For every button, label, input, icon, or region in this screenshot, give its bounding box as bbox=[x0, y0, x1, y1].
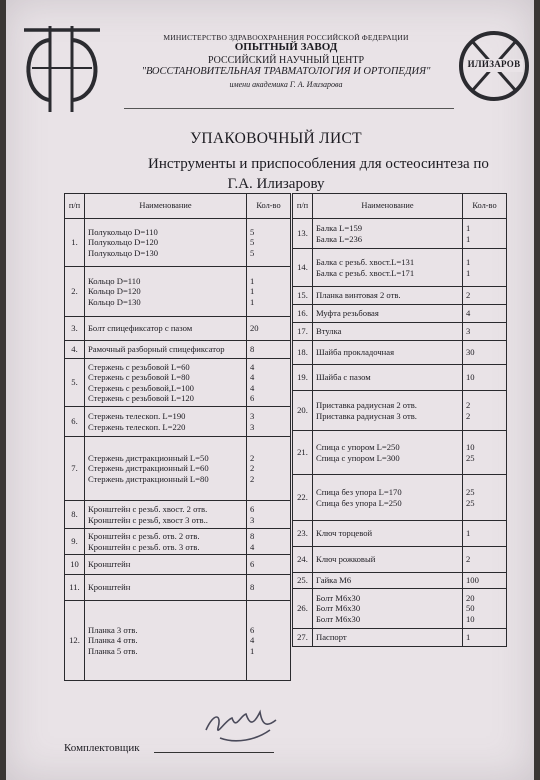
item-qty-cell bbox=[247, 555, 291, 575]
item-number: 7. bbox=[65, 437, 85, 501]
ilizarov-circle-logo bbox=[456, 28, 532, 104]
handwritten-signature bbox=[196, 700, 286, 750]
item-qty-cell bbox=[463, 219, 507, 249]
item-name: Стержень дистракционный L=50 bbox=[88, 453, 209, 464]
item-qty: 4 bbox=[250, 372, 255, 383]
item-qty: 1 bbox=[250, 286, 255, 297]
col-qty-header: Кол-во bbox=[247, 194, 291, 219]
item-qty: 20 bbox=[250, 323, 259, 334]
item-qty: 25 bbox=[466, 452, 475, 463]
packing-list-sheet bbox=[6, 0, 534, 780]
table-row bbox=[293, 589, 507, 629]
item-qty-cell bbox=[463, 323, 507, 341]
item-qty-cell bbox=[247, 437, 291, 501]
table-row bbox=[65, 501, 291, 529]
item-names-cell bbox=[313, 323, 463, 341]
item-qty-cell bbox=[463, 573, 507, 589]
ministry-line: МИНИСТЕРСТВО ЗДРАВООХРАНЕНИЯ РОССИЙСКОЙ ФЕДЕРАЦИИ bbox=[163, 33, 409, 42]
item-qty: 2 bbox=[250, 453, 255, 464]
table-row bbox=[65, 317, 291, 341]
item-name: Кольцо D=130 bbox=[88, 296, 141, 307]
item-name: Болт М6х30 bbox=[316, 613, 361, 624]
item-name: Шайба с пазом bbox=[316, 372, 371, 383]
item-qty: 100 bbox=[466, 575, 479, 586]
item-name: Кронштейн с резьб. хвост. 2 отв. bbox=[88, 504, 208, 515]
item-number: 11. bbox=[65, 575, 85, 601]
item-qty: 4 bbox=[250, 541, 255, 552]
item-name: Муфта резьбовая bbox=[316, 308, 379, 319]
item-name: Кольцо D=120 bbox=[88, 286, 141, 297]
table-row bbox=[293, 391, 507, 431]
item-qty-cell bbox=[247, 407, 291, 437]
item-name: Балка L=236 bbox=[316, 233, 363, 244]
item-number: 2. bbox=[65, 267, 85, 317]
item-qty: 1 bbox=[466, 233, 471, 244]
table-row bbox=[65, 555, 291, 575]
item-number: 5. bbox=[65, 359, 85, 407]
item-qty: 25 bbox=[466, 487, 475, 498]
item-name: Приставка радиусная 3 отв. bbox=[316, 410, 417, 421]
item-qty-cell bbox=[247, 341, 291, 359]
item-qty-cell bbox=[247, 267, 291, 317]
item-number: 18. bbox=[293, 341, 313, 365]
item-names-cell bbox=[313, 547, 463, 573]
item-qty-cell bbox=[463, 365, 507, 391]
item-qty: 1 bbox=[466, 257, 471, 268]
item-qty: 1 bbox=[250, 276, 255, 287]
item-number: 19. bbox=[293, 365, 313, 391]
item-names-cell bbox=[85, 407, 247, 437]
item-names-cell bbox=[313, 573, 463, 589]
table-row bbox=[293, 573, 507, 589]
table-row bbox=[293, 341, 507, 365]
item-number: 6. bbox=[65, 407, 85, 437]
center-line: РОССИЙСКИЙ НАУЧНЫЙ ЦЕНТР bbox=[207, 55, 365, 66]
item-name: Стержень с резьбовой L=120 bbox=[88, 392, 194, 403]
item-qty-cell bbox=[463, 391, 507, 431]
item-number: 20. bbox=[293, 391, 313, 431]
item-qty: 10 bbox=[466, 442, 475, 453]
item-qty-cell bbox=[247, 575, 291, 601]
table-row bbox=[65, 359, 291, 407]
item-number: 12. bbox=[65, 601, 85, 681]
institute-line: "ВОССТАНОВИТЕЛЬНАЯ ТРАВМАТОЛОГИЯ И ОРТОПЕДИЯ" bbox=[141, 66, 431, 77]
col-name-header: Наименование bbox=[85, 194, 247, 219]
item-names-cell bbox=[85, 341, 247, 359]
item-name: Планка винтовая 2 отв. bbox=[316, 290, 401, 301]
item-qty: 4 bbox=[466, 308, 471, 319]
item-number: 9. bbox=[65, 529, 85, 555]
item-name: Планка 4 отв. bbox=[88, 635, 138, 646]
assembler-label: Комплектовщик bbox=[64, 742, 140, 754]
item-name: Втулка bbox=[316, 326, 342, 337]
item-qty: 2 bbox=[466, 410, 471, 421]
item-qty: 1 bbox=[250, 296, 255, 307]
item-number: 4. bbox=[65, 341, 85, 359]
col-num-header: п/п bbox=[65, 194, 85, 219]
item-names-cell bbox=[313, 431, 463, 475]
item-qty-cell bbox=[463, 305, 507, 323]
item-name: Болт спицефиксатор с пазом bbox=[88, 323, 193, 334]
item-qty: 1 bbox=[466, 223, 471, 234]
item-names-cell bbox=[313, 629, 463, 647]
item-qty-cell bbox=[247, 359, 291, 407]
item-qty-cell bbox=[463, 341, 507, 365]
item-names-cell bbox=[313, 305, 463, 323]
document-subtitle-author: Г.А. Илизарову bbox=[227, 176, 325, 192]
item-name: Стержень дистракционный L=80 bbox=[88, 473, 209, 484]
table-row bbox=[293, 249, 507, 287]
item-qty: 2 bbox=[250, 473, 255, 484]
item-qty: 5 bbox=[250, 247, 255, 258]
item-name: Стержень с резьбовой L=80 bbox=[88, 372, 190, 383]
signature-line bbox=[154, 752, 274, 753]
table-row bbox=[65, 407, 291, 437]
item-qty: 10 bbox=[466, 613, 475, 624]
item-name: Гайка М6 bbox=[316, 575, 352, 586]
item-qty-cell bbox=[463, 547, 507, 573]
item-qty: 6 bbox=[250, 392, 255, 403]
item-name: Кронштейн bbox=[88, 559, 131, 570]
item-names-cell bbox=[313, 249, 463, 287]
item-name: Полукольцо D=110 bbox=[88, 227, 158, 238]
item-name: Кронштейн с резьб. отв. 2 отв. bbox=[88, 531, 200, 542]
item-qty: 1 bbox=[250, 645, 255, 656]
item-name: Балка L=159 bbox=[316, 223, 363, 234]
item-name: Стержень с резьбовой,L=100 bbox=[88, 382, 194, 393]
item-qty: 8 bbox=[250, 531, 255, 542]
item-qty: 3 bbox=[466, 326, 471, 337]
item-names-cell bbox=[85, 267, 247, 317]
item-qty: 4 bbox=[250, 635, 255, 646]
item-qty-cell bbox=[247, 317, 291, 341]
item-qty: 2 bbox=[466, 400, 471, 411]
item-names-cell bbox=[313, 475, 463, 521]
item-number: 21. bbox=[293, 431, 313, 475]
item-qty: 4 bbox=[250, 382, 255, 393]
document-subtitle: Инструменты и приспособления для остеосинтеза по bbox=[148, 156, 489, 172]
item-qty: 8 bbox=[250, 344, 255, 355]
item-qty-cell bbox=[463, 589, 507, 629]
table-row bbox=[293, 547, 507, 573]
table-row bbox=[65, 437, 291, 501]
item-qty: 1 bbox=[466, 267, 471, 278]
item-names-cell bbox=[85, 555, 247, 575]
col-num-header: п/п bbox=[293, 194, 313, 219]
item-names-cell bbox=[313, 589, 463, 629]
table-row bbox=[293, 475, 507, 521]
item-names-cell bbox=[85, 359, 247, 407]
item-name: Спица без упора L=170 bbox=[316, 487, 402, 498]
item-names-cell bbox=[85, 219, 247, 267]
item-qty: 50 bbox=[466, 603, 475, 614]
item-number: 10 bbox=[65, 555, 85, 575]
item-name: Кольцо D=110 bbox=[88, 276, 141, 287]
item-number: 1. bbox=[65, 219, 85, 267]
item-name: Спица с упором L=250 bbox=[316, 442, 400, 453]
table-row bbox=[65, 219, 291, 267]
item-number: 22. bbox=[293, 475, 313, 521]
table-row bbox=[293, 219, 507, 249]
item-names-cell bbox=[313, 521, 463, 547]
item-name: Рамочный разборный спицефиксатор bbox=[88, 344, 225, 355]
item-names-cell bbox=[313, 365, 463, 391]
item-name: Шайба прокладочная bbox=[316, 347, 395, 358]
item-name: Полукольцо D=120 bbox=[88, 237, 159, 248]
item-names-cell bbox=[85, 501, 247, 529]
item-name: Паспорт bbox=[316, 632, 347, 643]
item-name: Спица с упором L=300 bbox=[316, 452, 400, 463]
item-qty: 1 bbox=[466, 632, 471, 643]
item-qty-cell bbox=[463, 249, 507, 287]
item-name: Стержень дистракционный L=60 bbox=[88, 463, 209, 474]
factory-line: ОПЫТНЫЙ ЗАВОД bbox=[234, 41, 338, 53]
item-qty-cell bbox=[463, 629, 507, 647]
item-names-cell bbox=[85, 437, 247, 501]
items-table-left bbox=[64, 193, 291, 681]
item-number: 14. bbox=[293, 249, 313, 287]
ilizarov-apparatus-logo-icon bbox=[20, 22, 104, 114]
item-qty: 3 bbox=[250, 421, 255, 432]
item-qty: 25 bbox=[466, 497, 475, 508]
item-names-cell bbox=[313, 219, 463, 249]
item-qty: 20 bbox=[466, 593, 475, 604]
item-qty: 5 bbox=[250, 227, 255, 238]
item-name: Приставка радиусная 2 отв. bbox=[316, 400, 417, 411]
item-name: Полукольцо D=130 bbox=[88, 247, 159, 258]
table-row bbox=[293, 305, 507, 323]
item-qty-cell bbox=[247, 219, 291, 267]
items-table-left-body bbox=[65, 219, 291, 681]
item-names-cell bbox=[85, 529, 247, 555]
table-row bbox=[65, 575, 291, 601]
item-name: Планка 5 отв. bbox=[88, 645, 138, 656]
items-table-right bbox=[292, 193, 507, 647]
item-qty-cell bbox=[463, 475, 507, 521]
item-name: Планка 3 отв. bbox=[88, 625, 138, 636]
item-qty: 30 bbox=[466, 347, 475, 358]
table-row bbox=[65, 529, 291, 555]
item-number: 16. bbox=[293, 305, 313, 323]
item-number: 23. bbox=[293, 521, 313, 547]
item-qty: 10 bbox=[466, 372, 475, 383]
item-names-cell bbox=[85, 601, 247, 681]
item-name: Стержень с резьбовой L=60 bbox=[88, 361, 190, 372]
item-qty: 6 bbox=[250, 504, 255, 515]
item-name: Ключ рожковый bbox=[316, 554, 376, 565]
header-divider bbox=[124, 108, 454, 109]
item-qty: 3 bbox=[250, 514, 255, 525]
table-row bbox=[65, 267, 291, 317]
table-header-row bbox=[65, 194, 291, 219]
item-qty: 3 bbox=[250, 411, 255, 422]
item-number: 8. bbox=[65, 501, 85, 529]
item-name: Болт М6х30 bbox=[316, 593, 361, 604]
item-names-cell bbox=[313, 341, 463, 365]
item-number: 17. bbox=[293, 323, 313, 341]
item-number: 24. bbox=[293, 547, 313, 573]
table-header-row bbox=[293, 194, 507, 219]
item-names-cell bbox=[313, 287, 463, 305]
item-name: Стержень телескоп. L=190 bbox=[88, 411, 186, 422]
item-name: Спица без упора L=250 bbox=[316, 497, 402, 508]
table-row bbox=[293, 629, 507, 647]
item-number: 27. bbox=[293, 629, 313, 647]
table-row bbox=[293, 323, 507, 341]
item-qty: 2 bbox=[250, 463, 255, 474]
item-number: 26. bbox=[293, 589, 313, 629]
item-qty-cell bbox=[247, 601, 291, 681]
item-qty: 8 bbox=[250, 582, 255, 593]
item-qty: 1 bbox=[466, 528, 471, 539]
item-names-cell bbox=[313, 391, 463, 431]
item-name: Балка с резьб. хвост.L=171 bbox=[316, 267, 415, 278]
item-name: Стержень телескоп. L=220 bbox=[88, 421, 186, 432]
table-row bbox=[293, 287, 507, 305]
item-name: Кронштейн с резьб, хвост 3 отв.. bbox=[88, 514, 208, 525]
item-qty-cell bbox=[463, 287, 507, 305]
table-row bbox=[293, 431, 507, 475]
item-name: Кронштейн с резьб. отв. 3 отв. bbox=[88, 541, 200, 552]
logo-right-text: ИЛИЗАРОВ bbox=[467, 59, 521, 69]
document-title: УПАКОВОЧНЫЙ ЛИСТ bbox=[190, 130, 362, 147]
item-name: Ключ торцевой bbox=[316, 528, 373, 539]
item-number: 3. bbox=[65, 317, 85, 341]
item-qty-cell bbox=[247, 529, 291, 555]
table-row bbox=[293, 521, 507, 547]
table-row bbox=[65, 341, 291, 359]
item-name: Балка с резьб. хвост.L=131 bbox=[316, 257, 415, 268]
col-name-header: Наименование bbox=[313, 194, 463, 219]
item-qty-cell bbox=[463, 431, 507, 475]
item-qty: 4 bbox=[250, 361, 255, 372]
item-qty: 6 bbox=[250, 625, 255, 636]
items-table-right-body bbox=[293, 219, 507, 647]
table-row bbox=[293, 365, 507, 391]
item-qty: 5 bbox=[250, 237, 255, 248]
named-after-line: имени академика Г. А. Илизарова bbox=[229, 80, 343, 89]
col-qty-header: Кол-во bbox=[463, 194, 507, 219]
item-names-cell bbox=[85, 575, 247, 601]
item-names-cell bbox=[85, 317, 247, 341]
item-qty: 2 bbox=[466, 554, 471, 565]
item-number: 13. bbox=[293, 219, 313, 249]
item-number: 15. bbox=[293, 287, 313, 305]
item-qty: 2 bbox=[466, 290, 471, 301]
table-row bbox=[65, 601, 291, 681]
item-qty-cell bbox=[247, 501, 291, 529]
item-name: Кронштейн bbox=[88, 582, 131, 593]
item-number: 25. bbox=[293, 573, 313, 589]
item-name: Болт М6х30 bbox=[316, 603, 361, 614]
item-qty-cell bbox=[463, 521, 507, 547]
item-qty: 6 bbox=[250, 559, 255, 570]
